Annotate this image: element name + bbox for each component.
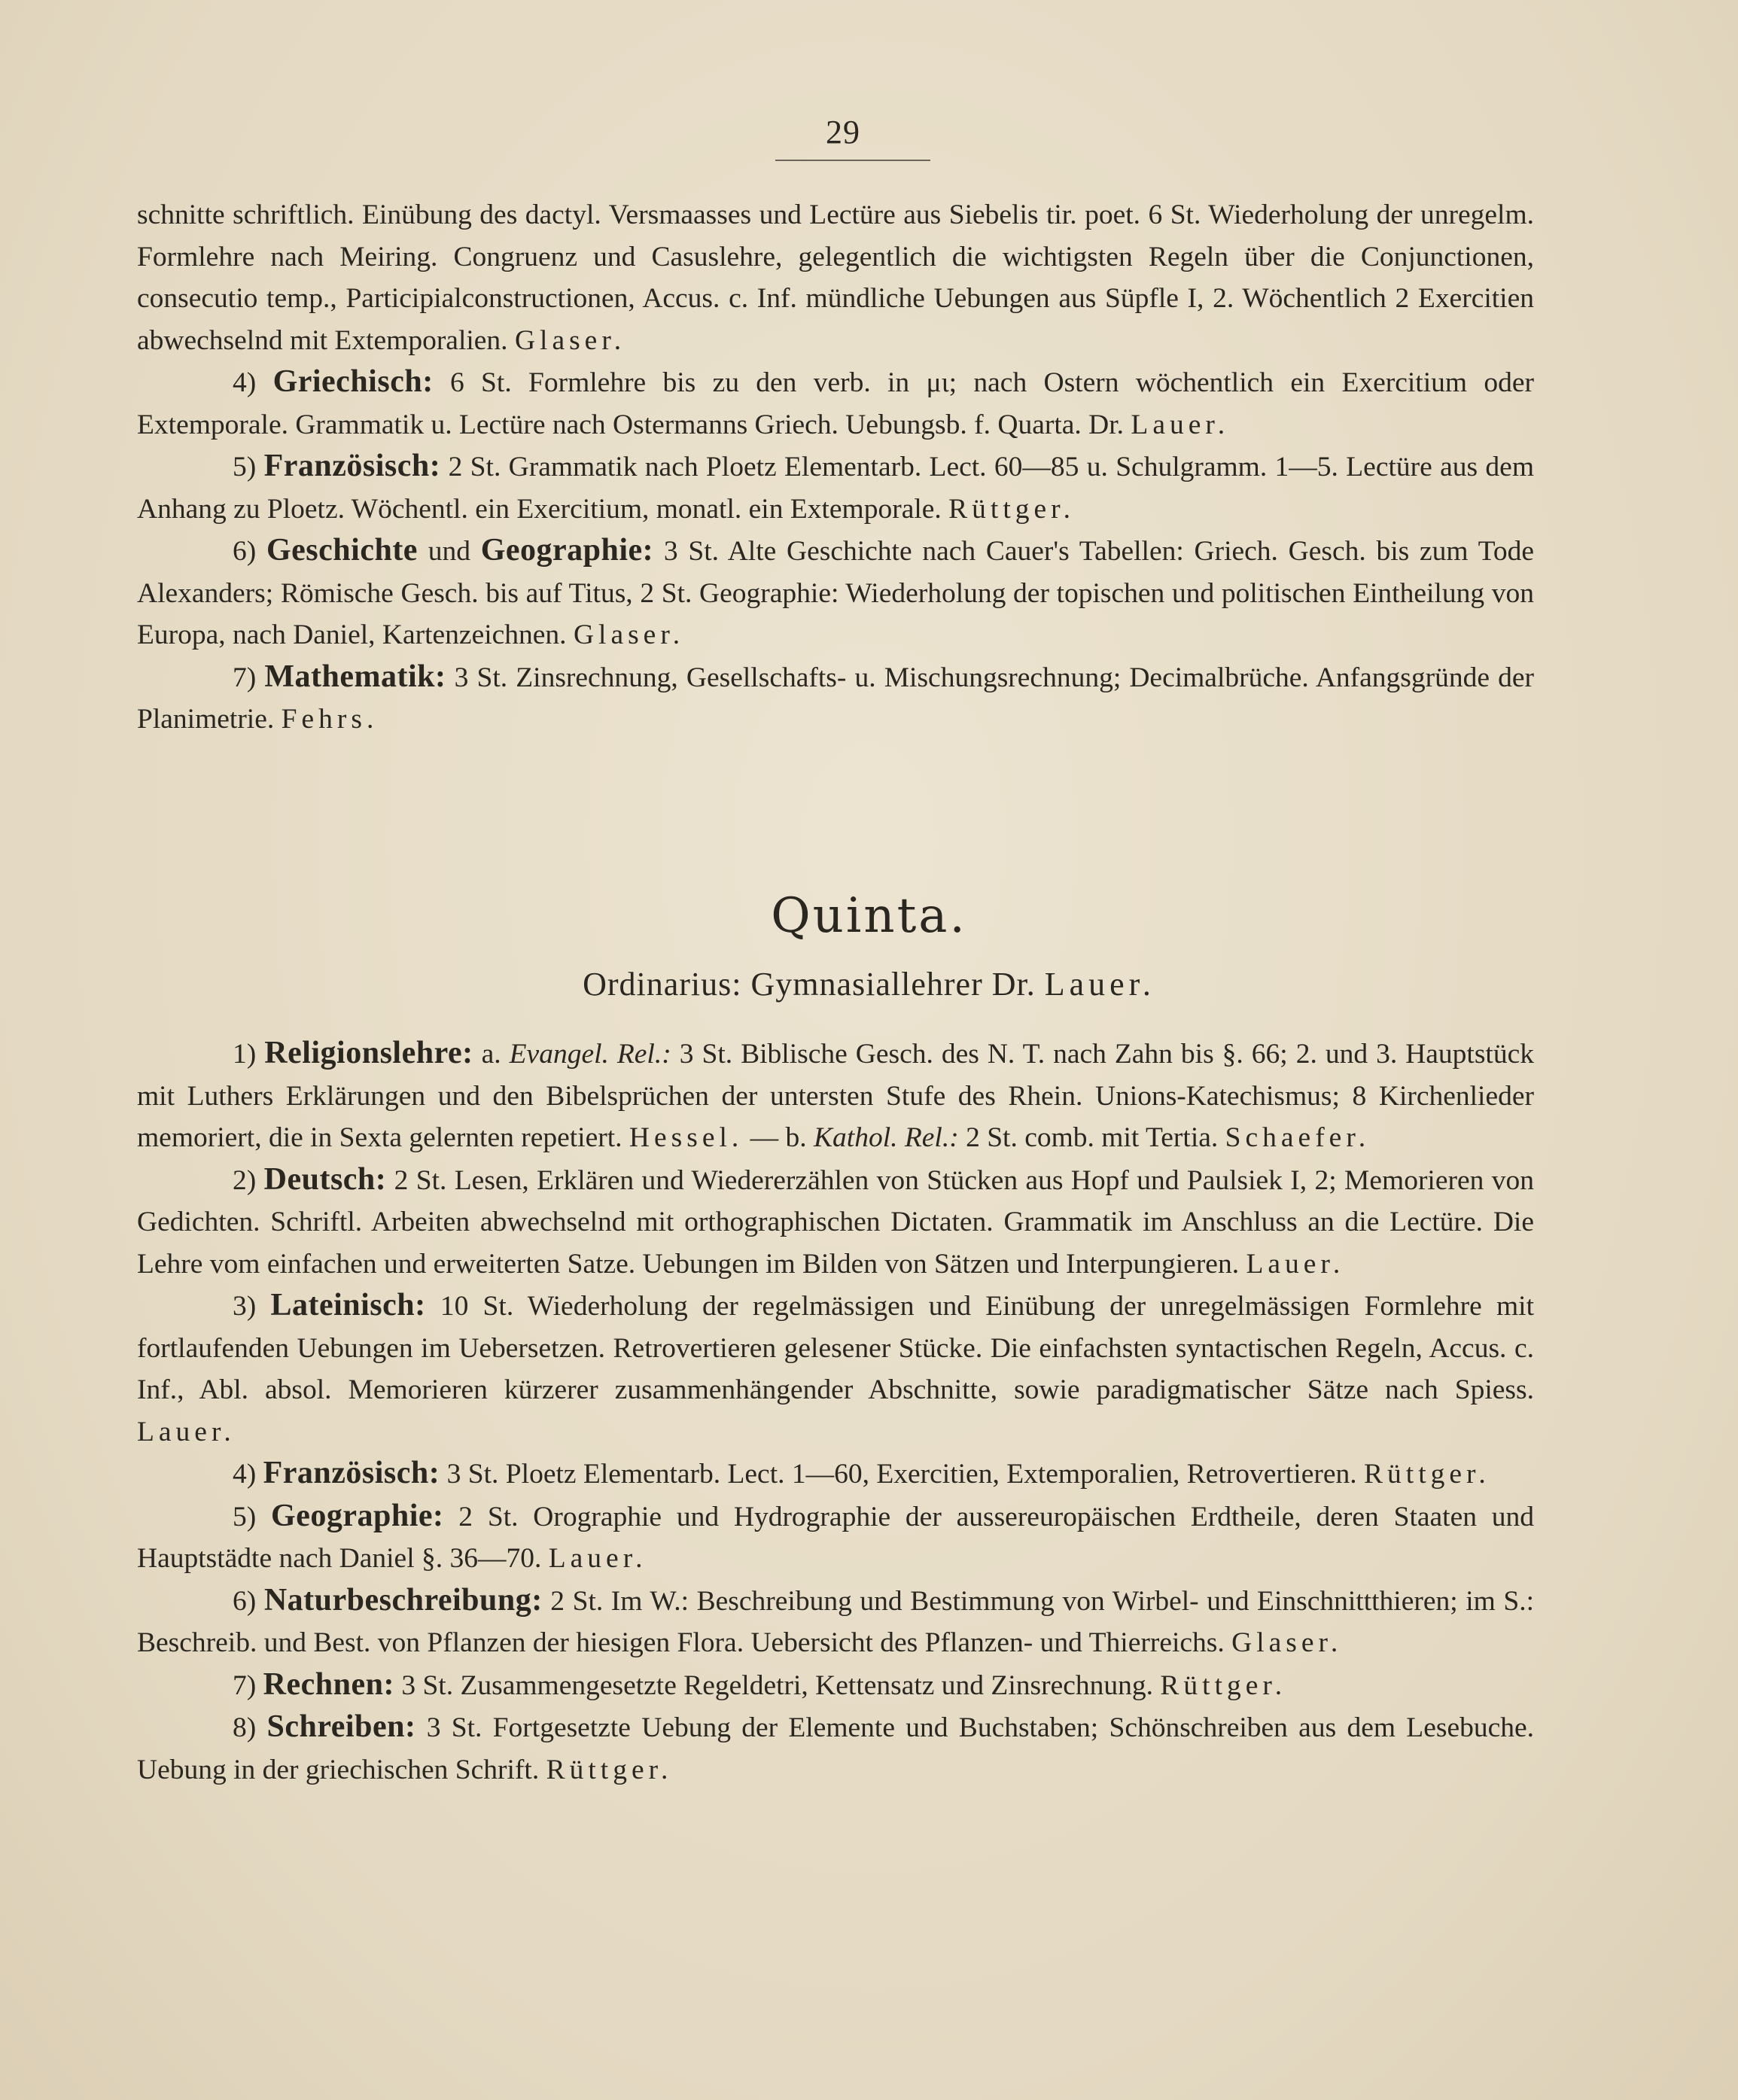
section-heading-quinta: Quinta.	[771, 888, 967, 944]
quinta-curriculum-section	[137, 1033, 1534, 1791]
item-number: 7)	[233, 1669, 257, 1701]
subject-heading: Deutsch:	[263, 1161, 387, 1197]
teacher-name: Hessel.	[629, 1122, 744, 1153]
item-text: 3 St. Zinsrechnung, Gesellschafts- u. Mischungsrechnung; Decimalbrüche. Anfangsgründe der Planimetrie.	[137, 662, 1535, 735]
item-text: 3 St. Fortgesetzte Uebung der Elemente und Buchstaben; Schönschreiben aus dem Lesebuche. Uebung in der griechischen Schrift.	[137, 1712, 1534, 1785]
list-item-deutsch	[137, 1159, 1534, 1286]
list-item-geographie	[137, 1496, 1534, 1580]
item-text: 3 St. Ploetz Elementarb. Lect. 1—60, Exercitien, Extemporalien, Retrovertieren.	[440, 1459, 1365, 1490]
item-text: 10 St. Wiederholung der regelmässigen und Einübung der unregelmässigen Formlehre mit fortlaufenden Uebungen im Uebersetzen. Retrovertieren gelesener Stücke. Die einfachsten syntactischen Regeln, Accus. c. Inf., Abl. absol. Memorieren kürzerer zusammenhängender Abschnitte, sowie paradigmatischer Sätze nach Spiess.	[137, 1291, 1534, 1405]
teacher-name: Rüttger.	[948, 493, 1075, 525]
item-marker: — b.	[743, 1122, 814, 1153]
quarta-continuation-section	[137, 194, 1534, 741]
teacher-name: Lauer.	[137, 1416, 236, 1447]
ordinarius-name: Lauer.	[1044, 966, 1155, 1003]
list-item-griechisch	[137, 361, 1534, 446]
item-connector: und	[417, 536, 481, 567]
teacher-name: Rüttger.	[546, 1754, 673, 1785]
subject-heading: Naturbeschreibung:	[263, 1582, 543, 1618]
teacher-name: Rüttger.	[1160, 1669, 1287, 1701]
item-text: 2 St. comb. mit Tertia.	[958, 1122, 1225, 1153]
teacher-name: Lauer.	[1246, 1248, 1345, 1280]
item-number: 6)	[233, 536, 257, 567]
item-sublabel: Evangel. Rel.:	[509, 1039, 671, 1070]
list-item-schreiben	[137, 1706, 1534, 1791]
item-text: 2 St. Orographie und Hydrographie der aussereuropäischen Erdtheile, deren Staaten und Hauptstädte nach Daniel §. 36—70.	[137, 1501, 1534, 1574]
item-number: 6)	[233, 1585, 257, 1617]
item-number: 5)	[233, 452, 257, 482]
item-text: 3 St. Biblische Gesch. des N. T. nach Zahn bis §. 66; 2. und 3. Hauptstück mit Luthers Erklärungen und den Bibelsprüchen der untersten Stufe des Rhein. Unions-Katechismus; 8 Kirchenlieder memoriert, die in Sexta gelernten repetiert.	[137, 1039, 1534, 1153]
teacher-name: Rüttger.	[1364, 1459, 1490, 1490]
list-item-rechnen	[137, 1664, 1534, 1707]
teacher-name: Lauer.	[548, 1543, 647, 1574]
list-item-naturbeschreibung	[137, 1580, 1534, 1664]
teacher-name: Schaefer.	[1225, 1122, 1371, 1153]
subject-heading: Französisch:	[263, 449, 441, 483]
subject-heading: Mathematik:	[264, 659, 446, 694]
item-marker: a.	[473, 1039, 510, 1070]
item-number: 7)	[233, 662, 257, 693]
page-number: 29	[826, 114, 860, 151]
list-item-religionslehre	[137, 1033, 1534, 1159]
item-text: 2 St. Grammatik nach Ploetz Elementarb. Lect. 60—85 u. Schulgramm. 1—5. Lectüre aus dem Anhang zu Ploetz. Wöchentl. ein Exercitium, monatl. ein Extemporale.	[137, 452, 1534, 525]
item-text: 2 St. Im W.: Beschreibung und Bestimmung von Wirbel- und Einschnittthieren; im S.: Beschreib. und Best. von Pflanzen der hiesigen Flora. Uebersicht des Pflanzen- und Thierreichs.	[137, 1585, 1534, 1658]
subject-heading: Rechnen:	[263, 1666, 394, 1702]
continuation-text: schnitte schriftlich. Einübung des dactyl. Versmaasses und Lectüre aus Siebelis tir. poet. 6 St. Wiederholung der unregelm. Formlehre nach Meiring. Congruenz und Casuslehre, gelegentlich die wichtigsten Regeln über die Conjunctionen, consecutio temp., Participialconstructionen, Accus. c. Inf. mündliche Uebungen aus Süpfle I, 2. Wöchentlich 2 Exercitien abwechselnd mit Extemporalien.	[137, 199, 1534, 356]
continuation-paragraph	[137, 194, 1534, 361]
subject-heading: Schreiben:	[266, 1709, 416, 1744]
item-number: 1)	[233, 1039, 257, 1070]
item-number: 8)	[233, 1712, 257, 1743]
list-item-franzoesisch	[137, 1453, 1534, 1496]
subject-heading: Geschichte	[266, 533, 418, 568]
subject-heading: Griechisch:	[272, 364, 434, 399]
subject-heading: Französisch:	[263, 1456, 440, 1490]
item-text: 2 St. Lesen, Erklären und Wiedererzählen von Stücken aus Hopf und Paulsiek I, 2; Memorieren von Gedichten. Schriftl. Arbeiten abwechselnd mit orthographischen Dictaten. Grammatik im Anschluss an die Lectüre. Die Lehre vom einfachen und erweiterten Satze. Uebungen im Bilden von Sätzen und Interpungieren.	[137, 1164, 1534, 1280]
item-text: 6 St. Formlehre bis zu den verb. in μι; nach Ostern wöchentlich ein Exercitium oder Extemporale. Grammatik u. Lectüre nach Ostermanns Griech. Uebungsb. f. Quarta. Dr.	[137, 367, 1534, 440]
list-item-geschichte-geographie	[137, 530, 1534, 656]
ordinarius-label: Ordinarius: Gymnasiallehrer Dr.	[583, 966, 1045, 1003]
item-number: 4)	[233, 1459, 257, 1490]
teacher-name: Glaser.	[514, 324, 626, 356]
ordinarius-line	[0, 965, 1738, 1003]
item-number: 3)	[233, 1291, 257, 1322]
item-text: 3 St. Alte Geschichte nach Cauer's Tabellen: Griech. Gesch. bis zum Tode Alexanders; Römische Gesch. bis auf Titus, 2 St. Geographie: Wiederholung der topischen und politischen Eintheilung von Europa, nach Daniel, Kartenzeichnen.	[137, 536, 1535, 650]
teacher-name: Glaser.	[1231, 1627, 1343, 1658]
teacher-name: Lauer.	[1131, 409, 1230, 440]
subject-heading: Geographie:	[271, 1498, 444, 1533]
subject-heading: Lateinisch:	[270, 1288, 426, 1322]
teacher-name: Fehrs.	[281, 704, 379, 735]
subject-heading: Religionslehre:	[264, 1036, 473, 1070]
list-item-franzoesisch	[137, 446, 1534, 530]
list-item-lateinisch	[137, 1285, 1534, 1453]
list-item-mathematik	[137, 656, 1534, 741]
teacher-name: Glaser.	[573, 619, 685, 650]
item-number: 2)	[233, 1164, 257, 1196]
item-number: 5)	[233, 1501, 257, 1532]
page-number-rule	[775, 160, 930, 161]
item-text: 3 St. Zusammengesetzte Regeldetri, Kettensatz und Zinsrechnung.	[394, 1669, 1161, 1701]
subject-heading: Geographie:	[480, 533, 654, 568]
item-sublabel: Kathol. Rel.:	[814, 1122, 959, 1153]
item-number: 4)	[233, 367, 257, 398]
